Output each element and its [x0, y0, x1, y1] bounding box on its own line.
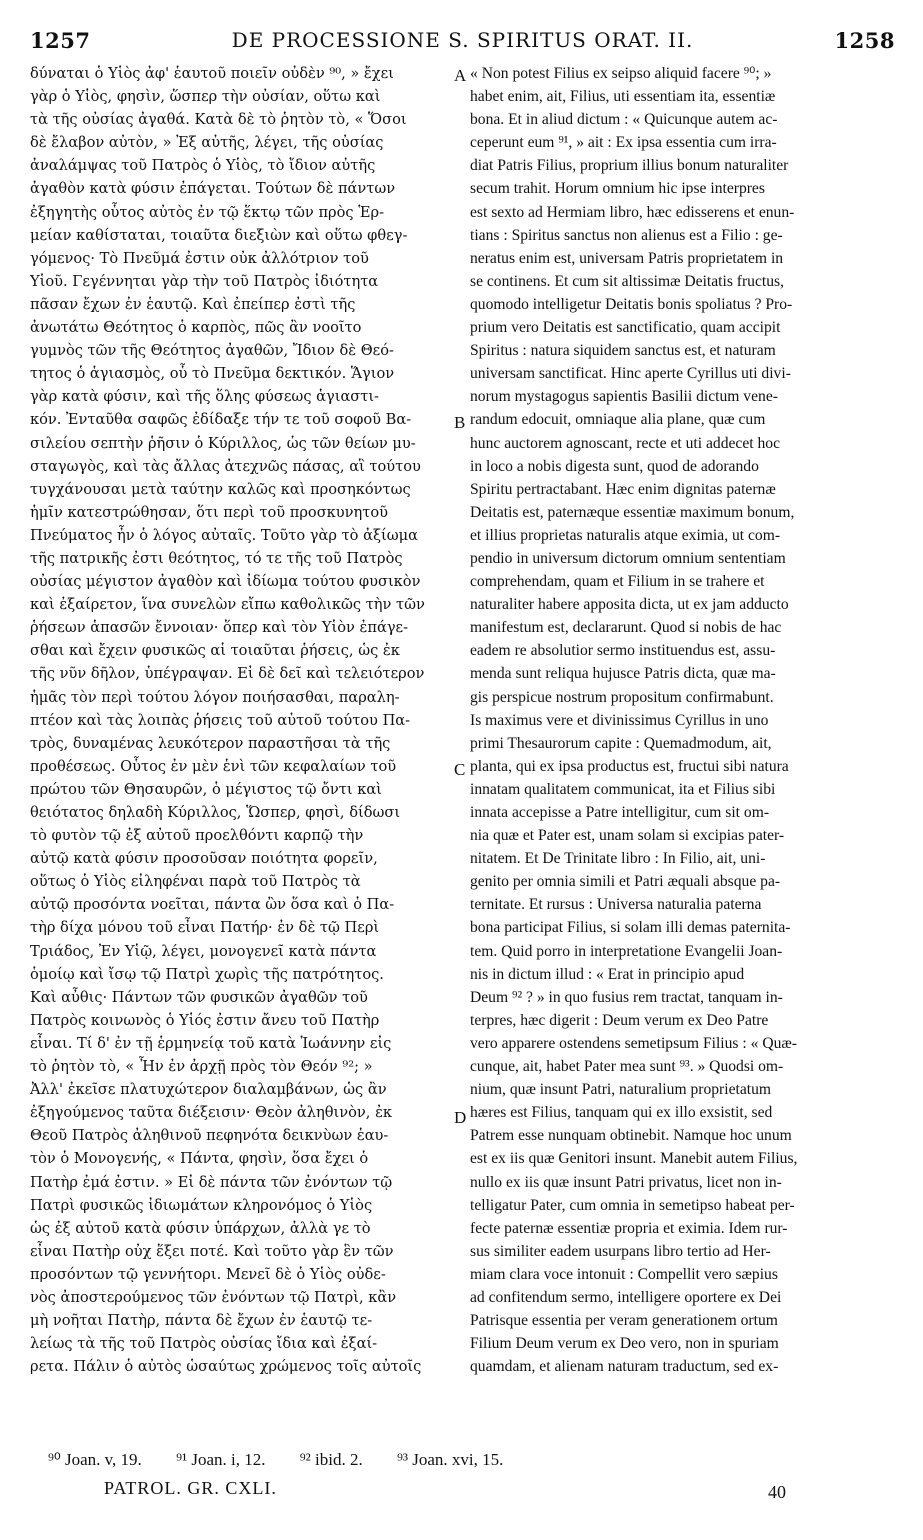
latin-text-line: bona participat Filius, si solam illi demas paternita- — [470, 919, 791, 937]
greek-text-line: Πατὴρ ἐμά ἐστιν. » Εἰ δὲ πάντα τῶν ἐνόντων τῷ — [30, 1173, 393, 1191]
latin-text-line: Filium Deum verum ex Deo vero, non in spuriam — [470, 1335, 779, 1353]
greek-text-line: Πατρὸς κοινωνὸς ὁ Υἱός ἐστιν ἄνευ τοῦ Πατὴρ — [30, 1011, 380, 1029]
greek-text-line: τὰ τῆς οὐσίας ἀγαθά. Κατὰ δὲ τὸ ῥητὸν τὸ, « Ὅσοι — [30, 111, 407, 129]
greek-text-line: ἐξηγητὴς οὗτος αὐτὸς ἐν τῷ ἕκτῳ τῶν πρὸς Ἑρ- — [30, 203, 384, 221]
greek-text-line: μείαν καθίσταται, τοιαῦτα διεξιὼν καὶ οὕτω φθεγ- — [30, 226, 408, 244]
greek-text-line: ῥήσεων ἁπασῶν ἔννοιαν· ὅπερ καὶ τὸν Υἱὸν ἐπάγε- — [30, 619, 409, 637]
margin-letter-d: D — [454, 1108, 467, 1127]
greek-text-line: Τριάδος, Ἐν Υἱῷ, λέγει, μονογενεῖ κατὰ πάντα — [30, 942, 377, 960]
latin-text-line: quomodo intelligetur Deitatis bonis spoliatus ? Pro- — [470, 295, 793, 313]
greek-text-line: ἡμᾶς τὸν περὶ τούτου λόγον ποιήσασθαι, παραλη- — [30, 688, 400, 706]
greek-text-line: πτέον καὶ τὰς λοιπὰς ῥήσεις τοῦ αὐτοῦ τούτου Πα- — [30, 711, 411, 729]
greek-text-line: σταγωγὸς, καὶ τὰς ἄλλας ἀτεχνῶς πάσας, αἳ τούτου — [30, 457, 421, 475]
greek-text-line: γὰρ ὁ Υἱὸς, φησὶν, ὥσπερ τὴν οὐσίαν, οὕτω καὶ — [30, 88, 381, 106]
latin-text-line: est sexto ad Hermiam libro, hæc edisserens et enun- — [470, 203, 795, 221]
greek-text-line: κόν. Ἐνταῦθα σαφῶς ἐδίδαξε τήν τε τοῦ σοφοῦ Βα- — [30, 411, 412, 429]
margin-letter-b: B — [454, 413, 466, 432]
greek-text-line: ἀνωτάτω Θεότητος ὁ καρπὸς, πῶς ἂν νοοῖτο — [30, 319, 362, 337]
page-number-left: 1257 — [30, 28, 91, 53]
greek-text-line: σιλείου σεπτὴν ῥῆσιν ὁ Κύριλλος, ὡς τῶν θείων μυ- — [30, 434, 416, 452]
page-number-right: 1258 — [834, 28, 895, 53]
latin-text-line: miam clara voce intonuit : Compellit vero sæpius — [470, 1265, 778, 1283]
greek-text-line: εἶναι. Τί δ' ἐν τῇ ἑρμηνείᾳ τοῦ κατὰ Ἰωάννην εἰς — [30, 1034, 392, 1052]
latin-text-line: hæres est Filius, tanquam qui ex illo exsistit, sed — [470, 1104, 773, 1122]
footnote-92: ⁹² ibid. 2. — [299, 1450, 363, 1469]
latin-text-line: quamdam, et alienam naturam traductum, sed ex- — [470, 1358, 779, 1376]
greek-text-line: οὐσίας μέγιστον ἀγαθὸν καὶ ἰδίωμα τούτου φυσικὸν — [30, 573, 421, 591]
greek-text-line: ἀναλάμψας τοῦ Πατρὸς ὁ Υἱὸς, τὸ ἴδιον αὐτῆς — [30, 157, 376, 175]
latin-text-line: eadem re absolutior sermo instituendus est, assu- — [470, 642, 776, 660]
latin-text-line: et illius proprietas naturalis atque eximia, ut com- — [470, 526, 781, 544]
greek-text-line: Πνεύματος ἦν ὁ λόγος αὐταῖς. Τοῦτο γὰρ τὸ ἀξίωμα — [30, 526, 418, 544]
greek-text-line: ὁμοίῳ καὶ ἴσῳ τῷ Πατρὶ χωρὶς τῆς πατρότητος. — [30, 965, 384, 983]
greek-text-line: καὶ ἐξαίρετον, ἵνα συνελὼν εἴπω καθολικῶς τὴν τῶν — [30, 596, 425, 614]
latin-text-line: genito per omnia simili et Patri æquali absque pa- — [470, 873, 781, 891]
greek-text-line: Υἱοῦ. Γεγέννηται γὰρ τὴν τοῦ Πατρὸς ἰδιότητα — [30, 272, 379, 290]
latin-text-line: tem. Quid porro in interpretatione Evangelii Joan- — [470, 942, 783, 960]
latin-text-line: nis in dictum illud : « Erat in principio apud — [470, 965, 745, 983]
greek-text-line: προθέσεως. Οὗτος ἐν μὲν ἑνὶ τῶν κεφαλαίων τοῦ — [30, 757, 397, 775]
greek-text-line: γόμενος· Τὸ Πνεῦμά ἐστιν οὐκ ἀλλότριον τοῦ — [30, 249, 369, 267]
running-head — [30, 28, 895, 58]
footnote-90: ⁹⁰ Joan. v, 19. — [48, 1450, 142, 1469]
greek-text-line: Ἀλλ' ἐκεῖσε πλατυχώτερον διαλαμβάνων, ὡς ἂν — [30, 1081, 387, 1099]
latin-text-line: comprehendam, quam et Filium in se trahere et — [470, 573, 765, 591]
greek-text-line: ἐξηγούμενος ταῦτα διέξεισιν· Θεὸν ἀληθινὸν, ἐκ — [30, 1104, 393, 1122]
greek-text-line: ρετα. Πάλιν ὁ αὐτὸς ὡσαύτως χρώμενος τοῖς αὐτοῖς — [30, 1358, 422, 1376]
latin-text-line: innatam qualitatem communicat, ita et Filius sibi — [470, 780, 776, 798]
latin-text-line: Is maximus vere et divinissimus Cyrillus in uno — [470, 711, 769, 729]
greek-column — [30, 62, 450, 1378]
running-title: DE PROCESSIONE S. SPIRITUS ORAT. II. — [231, 28, 694, 52]
footnotes — [48, 1450, 533, 1470]
latin-text-line: se continens. Et cum sit altissimæ Deitatis fructus, — [470, 272, 784, 290]
latin-text-line: habet enim, ait, Filius, uti essentiam ita, essentiæ — [470, 88, 776, 106]
greek-text-line: αὐτῷ κατὰ φύσιν προσοῦσαν ποιότητα φορεῖν, — [30, 850, 378, 868]
latin-text-line: diat Patris Filius, proprium illius bonum naturaliter — [470, 157, 789, 175]
latin-text-line: ceperunt eum ⁹¹, » ait : Ex ipsa essentia cum irra- — [470, 134, 777, 152]
greek-text-line: τυγχάνουσαι μετὰ ταύτην καλῶς καὶ προσηκόντως — [30, 480, 411, 498]
latin-text-line: planta, qui ex ipsa productus est, fructui sibi natura — [470, 757, 789, 775]
latin-text-line: secum trahit. Horum omnium hic ipse interpres — [470, 180, 765, 198]
sheet-number: 40 — [768, 1482, 786, 1502]
latin-text-line: nium, quæ insunt Patri, naturalium proprietatum — [470, 1081, 772, 1099]
latin-text-line: naturaliter habere apposita dicta, ut ex jam adducto — [470, 596, 789, 614]
latin-text-line: hunc auctorem agnoscant, recte et uti addecet hoc — [470, 434, 780, 452]
latin-text-line: menda sunt reliqua hujusce Patris dicta, quæ ma- — [470, 665, 776, 683]
greek-text-line: ἀγαθὸν κατὰ φύσιν ἐπάγεται. Τούτων δὲ πάντων — [30, 180, 396, 198]
latin-text-line: ad confitendum sermo, intelligere oportere ex Dei — [470, 1288, 782, 1306]
greek-text-line: σθαι καὶ ἔχειν φυσικῶς αἱ τοιαῦται ῥήσεις, ὡς ἐκ — [30, 642, 400, 660]
latin-text-line: ternitate. Et rursus : Universa naturalia paterna — [470, 896, 762, 914]
greek-text-line: Καὶ αὖθις· Πάντων τῶν φυσικῶν ἀγαθῶν τοῦ — [30, 988, 368, 1006]
latin-text-line: innata accepisse a Patre intelligitur, cum sit om- — [470, 804, 770, 821]
margin-letter-c: C — [454, 760, 466, 779]
latin-text-line: est ex iis quæ Genitori insunt. Manebit autem Filius, — [470, 1150, 798, 1168]
greek-text-line: γὰρ κατὰ φύσιν, καὶ τῆς ὅλης φύσεως ἁγιαστι- — [30, 388, 379, 406]
greek-text-line: τὸ φυτὸν τῷ ἐξ αὐτοῦ προελθόντι καρπῷ τὴν — [30, 827, 364, 845]
latin-column — [470, 62, 894, 1378]
greek-text-line: τὸν ὁ Μονογενής, « Πάντα, φησὶν, ὅσα ἔχει ὁ — [30, 1150, 369, 1168]
latin-text-line: Patrisque essentia per veram generationem ortum — [470, 1312, 778, 1330]
latin-text-line: terpres, hæc digerit : Deum verum ex Deo Patre — [470, 1011, 769, 1029]
footnote-93: ⁹³ Joan. xvi, 15. — [396, 1450, 504, 1469]
latin-text-line: pendio in universum dictorum omnium sententiam — [470, 549, 786, 567]
greek-text-line: αὐτῷ προσόντα νοεῖται, πάντα ὢν ὅσα καὶ ὁ Πα- — [30, 896, 395, 914]
latin-text-line: gis perspicue nostrum propositum confirmabunt. — [470, 688, 774, 706]
greek-text-line: θειότατος δηλαδὴ Κύριλλος, Ὥσπερ, φησὶ, δίδωσι — [30, 804, 401, 821]
latin-text-line: telligatur Pater, cum omnia in semetipso habeat per- — [470, 1196, 795, 1214]
latin-text-line: « Non potest Filius ex seipso aliquid facere ⁹⁰; » — [470, 65, 772, 82]
greek-text-line: γυμνὸς τῶν τῆς Θεότητος ἀγαθῶν, Ἴδιον δὲ Θεό- — [30, 342, 394, 360]
latin-text-line: fecte paternæ essentiæ propria et eximia. Idem rur- — [470, 1219, 788, 1237]
greek-text-line: τῆς πατρικῆς ἐστι θεότητος, τό τε τῆς τοῦ Πατρὸς — [30, 549, 403, 567]
greek-text-line: Θεοῦ Πατρὸς ἀληθινοῦ πεφηνότα δεικνὺων ἑαυ- — [30, 1127, 389, 1145]
greek-text-line: τητος ὁ ἁγιασμὸς, οὗ τὸ Πνεῦμα δεκτικόν. Ἅγιον — [30, 365, 395, 383]
margin-letter-a: A — [454, 66, 467, 85]
latin-text-line: nia quæ et Pater est, unam solam si excipias pater- — [470, 827, 785, 845]
greek-text-line: λείως τὰ τῆς τοῦ Πατρὸς οὐσίας ἴδια καὶ ἐξαί- — [30, 1335, 378, 1353]
footnote-91: ⁹¹ Joan. i, 12. — [176, 1450, 266, 1469]
latin-text-line: Deum ⁹² ? » in quo fusius rem tractat, tanquam in- — [470, 988, 783, 1006]
latin-text-line: manifestum est, declararunt. Quod si nobis de hac — [470, 619, 782, 637]
latin-text-line: nitatem. Et De Trinitate libro : In Filio, ait, uni- — [470, 850, 766, 868]
latin-text-line: bona. Et in aliud dictum : « Quicunque autem ac- — [470, 111, 778, 129]
latin-text-line: tians : Spiritus sanctus non alienus est a Filio : ge- — [470, 226, 783, 244]
latin-text-line: randum edocuit, omniaque alia plane, quæ cum — [470, 411, 766, 429]
greek-text-line: μὴ νοῆται Πατὴρ, πάντα δὲ ἔχων ἐν ἑαυτῷ τε- — [30, 1312, 373, 1330]
latin-text-line: Spiritu pertractabant. Hæc enim dignitas paternæ — [470, 480, 776, 498]
greek-text-line: οὕτως ὁ Υἱὸς εἰληφέναι παρὰ τοῦ Πατρὸς τὰ — [30, 873, 361, 891]
greek-text-line: πᾶσαν ἔχων ἐν ἑαυτῷ. Καὶ ἐπείπερ ἐστὶ τῆς — [30, 295, 356, 313]
latin-text-line: Patrem esse nunquam obtinebit. Namque hoc unum — [470, 1127, 792, 1145]
greek-text-line: Πατρὶ φυσικῶς ἰδιωμάτων κληρονόμος ὁ Υἱὸς — [30, 1196, 373, 1214]
latin-text-line: neratus enim est, universam Patris proprietatem in — [470, 249, 784, 267]
series-signature: PATROL. GR. CXLI. — [104, 1478, 277, 1498]
latin-text-line: cunque, ait, habet Pater mea sunt ⁹³. » Quodsi om- — [470, 1058, 784, 1076]
greek-text-line: ὡς ἐξ αὐτοῦ κατὰ φύσιν ὑπάρχων, ἀλλὰ γε τὸ — [30, 1219, 371, 1237]
latin-text-line: norum mystagogus sapientis Basilii dictum vene- — [470, 388, 778, 406]
latin-text-line: nullo ex iis quæ insunt Patri privatus, licet non in- — [470, 1173, 782, 1191]
latin-text-line: in loco a nobis digesta sunt, quod de adorando — [470, 457, 759, 475]
latin-text-line: Deitatis est, paternæque essentiæ maximum bonum, — [470, 503, 795, 521]
greek-text-line: τρὸς, δυναμένας λευκότερον παραστῆσαι τὰ τῆς — [30, 734, 391, 752]
greek-text-line: τῆς νῦν δῆλον, ὑπέγραψαν. Εἰ δὲ δεῖ καὶ τελειότερον — [30, 665, 425, 683]
greek-text-line: πρώτου τῶν Θησαυρῶν, ὁ μέγιστος τῷ ὄντι καὶ — [30, 780, 382, 798]
latin-text-line: prium vero Deitatis est sanctificatio, quam accipit — [470, 319, 781, 337]
greek-text-line: εἶναι Πατὴρ οὐχ ἕξει ποτέ. Καὶ τοῦτο γὰρ ἓν τῶν — [30, 1242, 394, 1260]
greek-text-line: τὸ ῥητὸν τὸ, « Ἦν ἐν ἀρχῇ πρὸς τὸν Θεόν ⁹²; » — [30, 1058, 373, 1076]
greek-text-line: νὸς ἀποστερούμενος τῶν ἐνόντων τῷ Πατρὶ, κἂν — [30, 1288, 397, 1306]
greek-text-line: τὴρ δίχα μόνου τοῦ εἶναι Πατήρ· ἐν δὲ τῷ Περὶ — [30, 919, 380, 937]
latin-text-line: sus similiter eadem usurpans libro tertio ad Her- — [470, 1242, 771, 1260]
greek-text-line: προσόντων τῷ γεννήτορι. Μενεῖ δὲ ὁ Υἱὸς οὐδε- — [30, 1265, 386, 1283]
greek-text-line: δύναται ὁ Υἱὸς ἀφ' ἑαυτοῦ ποιεῖν οὐδὲν ⁹⁰, » ἔχει — [30, 65, 394, 82]
latin-text-line: universam sanctificat. Hinc aperte Cyrillus uti divi- — [470, 365, 791, 383]
latin-text-line: Spiritus : natura siquidem sanctus est, et naturam — [470, 342, 776, 360]
greek-text-line: ἡμῖν κατεστρώθησαν, ὅτι περὶ τοῦ προσκυνητοῦ — [30, 503, 389, 521]
greek-text-line: δὲ ἔλαβον αὐτὸν, » Ἐξ αὐτῆς, λέγει, τῆς οὐσίας — [30, 134, 384, 152]
latin-text-line: vero apparere ostendens semetipsum Filius : « Quæ- — [470, 1034, 797, 1052]
latin-text-line: primi Thesaurorum capite : Quemadmodum, ait, — [470, 734, 772, 752]
